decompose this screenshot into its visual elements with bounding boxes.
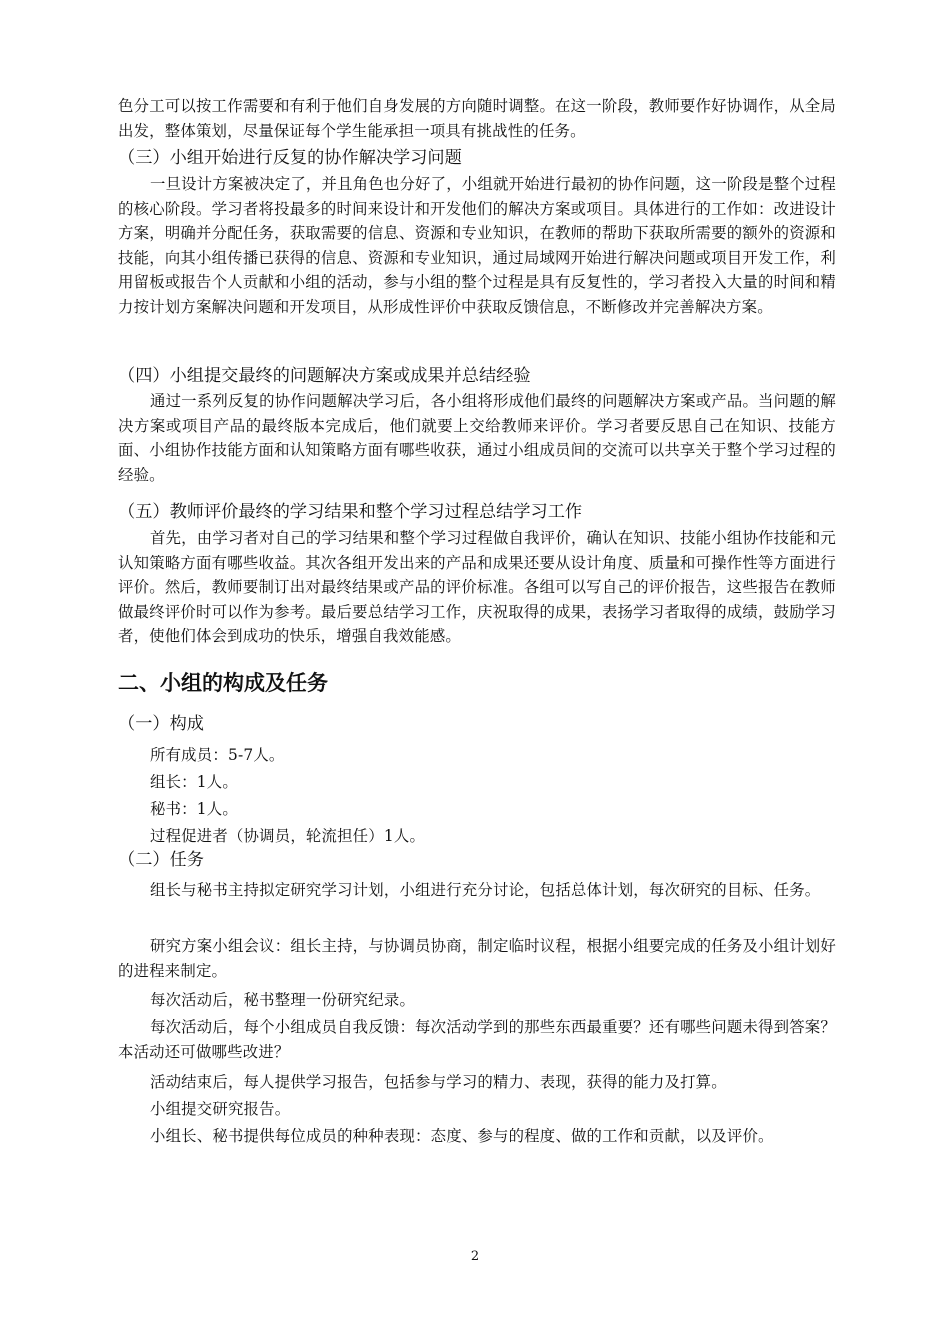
task-item: 研究方案小组会议：组长主持，与协调员协商，制定临时议程，根据小组要完成的任务及小组计划好的进程来制定。 — [118, 937, 836, 980]
composition-title: （一）构成 — [118, 714, 204, 734]
section-5-body: 首先，由学习者对自己的学习结果和整个学习过程做自我评价，确认在知识、技能小组协作技能和元认知策略方面有哪些收益。其次各组开发出来的产品和成果还要从设计角度、质量和可操作性等方面进行评价。然后，教师要制订出对最终结果或产品的评价标准。各组可以写自己的评价报告，这些报告在教师做最终评价时可以作为参考。最后要总结学习工作，庆祝取得的成果，表扬学习者取得的成绩，鼓励学习者，使他们体会到成功的快乐，增强自我效能感。 — [118, 529, 836, 646]
task-item: 小组提交研究报告。 — [150, 1100, 291, 1118]
section-3-body: 一旦设计方案被决定了，并且角色也分好了，小组就开始进行最初的协作问题，这一阶段是整个过程的核心阶段。学习者将投最多的时间来设计和开发他们的解决方案或项目。具体进行的工作如：改进设计方案，明确并分配任务，获取需要的信息、资源和专业知识，在教师的帮助下获取所需要的额外的资源和技能，向其小组传播已获得的信息、资源和专业知识，通过局域网开始进行解决问题或项目开发工作，利用留板或报告个人贡献和小组的活动，参与小组的整个过程是具有反复性的，学习者投入大量的时间和精力按计划方案解决问题和开发项目，从形成性评价中获取反馈信息，不断修改并完善解决方案。 — [118, 175, 836, 316]
task-item: 每次活动后，秘书整理一份研究纪录。 — [150, 991, 416, 1009]
task-item: 每次活动后，每个小组成员自我反馈：每次活动学到的那些东西最重要？还有哪些问题未得到答案？本活动还可做哪些改进？ — [118, 1018, 836, 1061]
task-item: 活动结束后，每人提供学习报告，包括参与学习的精力、表现，获得的能力及打算。 — [150, 1073, 727, 1091]
section-4-body: 通过一系列反复的协作问题解决学习后，各小组将形成他们最终的问题解决方案或产品。当问题的解决方案或项目产品的最终版本完成后，他们就要上交给教师来评价。学习者要反思自己在知识、技能方面、小组协作技能方面和认知策略方面有哪些收获，通过小组成员间的交流可以共享关于整个学习过程的经验。 — [118, 392, 836, 484]
intro-continuation: 色分工可以按工作需要和有利于他们自身发展的方向随时调整。在这一阶段，教师要作好协调作，从全局出发，整体策划，尽量保证每个学生能承担一项具有挑战性的任务。 — [118, 97, 836, 140]
composition-item: 所有成员：5-7人。 — [150, 746, 285, 764]
page-number: 2 — [470, 1249, 480, 1264]
section-3-title: （三）小组开始进行反复的协作解决学习问题 — [118, 148, 462, 168]
composition-item: 组长：1人。 — [150, 773, 238, 791]
task-item: 组长与秘书主持拟定研究学习计划，小组进行充分讨论，包括总体计划，每次研究的目标、任务。 — [150, 881, 821, 899]
tasks-title: （二）任务 — [118, 850, 204, 870]
composition-item: 过程促进者（协调员，轮流担任）1人。 — [150, 827, 426, 845]
composition-item: 秘书：1人。 — [150, 800, 238, 818]
part-2-heading: 二、小组的构成及任务 — [118, 671, 328, 695]
section-4-title: （四）小组提交最终的问题解决方案或成果并总结经验 — [118, 366, 531, 386]
task-item: 小组长、秘书提供每位成员的种种表现：态度、参与的程度、做的工作和贡献，以及评价。 — [150, 1127, 774, 1145]
section-5-title: （五）教师评价最终的学习结果和整个学习过程总结学习工作 — [118, 502, 583, 522]
